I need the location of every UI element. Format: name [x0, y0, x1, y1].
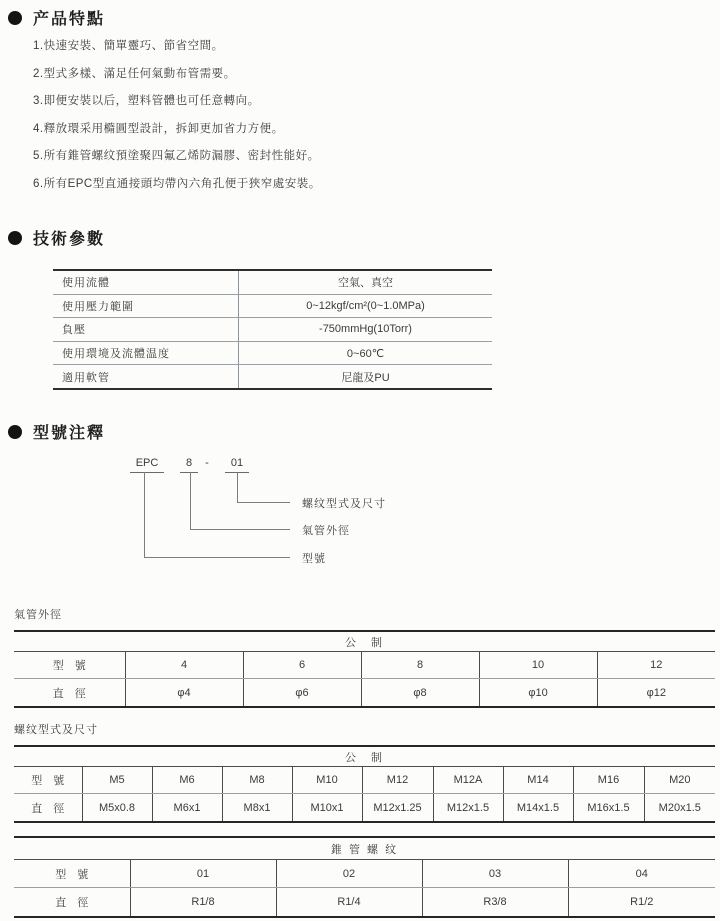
group-header-cell: 公 制: [14, 631, 715, 652]
diameter-cell: M12x1.25: [362, 794, 433, 823]
callout-model-label: 型號: [302, 553, 326, 565]
model-notation-section-title: 型號注釋: [33, 425, 106, 442]
model-cell: M6: [152, 767, 222, 794]
model-cell: 03: [422, 860, 568, 888]
diameter-cell: R1/2: [568, 888, 715, 918]
feature-item: 5.所有錐管螺纹預塗聚四氟乙烯防漏膠、密封性能好。: [33, 150, 320, 162]
model-cell: M20: [644, 767, 715, 794]
diameter-cell: M6x1: [152, 794, 222, 823]
table-row: [14, 837, 715, 860]
model-cell: 04: [568, 860, 715, 888]
feature-item: 3.即便安裝以后，塑料管體也可任意轉向。: [33, 95, 260, 107]
model-cell: 02: [276, 860, 422, 888]
table-row: [14, 652, 715, 679]
diameter-cell: M12x1.5: [433, 794, 503, 823]
diameter-cell: R3/8: [422, 888, 568, 918]
diameter-cell: φ4: [125, 679, 243, 708]
table-row: [14, 679, 715, 708]
diameter-cell: M10x1: [292, 794, 362, 823]
diameter-cell: φ8: [361, 679, 479, 708]
feature-item: 6.所有EPC型直通接頭均帶內六角孔便于狹窄處安裝。: [33, 177, 321, 190]
model-cell: 6: [243, 652, 361, 679]
taper-thread-table: [14, 836, 715, 918]
model-code-family: EPC: [130, 456, 164, 473]
model-cell: M12A: [433, 767, 503, 794]
table-row: [53, 341, 492, 365]
row-label-cell: 直 徑: [52, 687, 86, 700]
diameter-cell: M14x1.5: [503, 794, 573, 823]
model-cell: M12: [362, 767, 433, 794]
param-value: 0~60℃: [239, 341, 493, 365]
table-row: [14, 631, 715, 652]
callout-line: [237, 472, 238, 502]
param-value: -750mmHg(10Torr): [239, 318, 493, 342]
group-header-cell: 錐 管 螺 纹: [14, 837, 715, 860]
model-cell: M16: [573, 767, 644, 794]
diameter-cell: M8x1: [222, 794, 292, 823]
callout-line: [144, 472, 145, 557]
row-label-cell: 直 徑: [55, 897, 89, 909]
features-section-header: [8, 6, 105, 29]
table-row: [53, 365, 492, 389]
section-bullet-icon: [8, 11, 22, 25]
model-cell: M14: [503, 767, 573, 794]
diameter-cell: R1/8: [130, 888, 276, 918]
callout-line: [237, 502, 290, 503]
row-label-cell: 型 號: [14, 860, 130, 888]
param-label: 適用軟管: [62, 371, 110, 384]
feature-item: 1.快速安裝、簡單靈巧、節省空間。: [33, 40, 224, 52]
row-label-cell: 直 徑: [31, 802, 65, 815]
param-label: 負壓: [53, 318, 239, 342]
row-label-cell: 型 號: [14, 767, 82, 794]
table-row: [14, 746, 715, 767]
thread-table: [14, 745, 715, 823]
callout-line: [144, 557, 290, 558]
features-section-title: 产品特點: [33, 11, 106, 28]
diameter-cell: M20x1.5: [644, 794, 715, 823]
callout-line: [190, 472, 191, 529]
thread-table-label: 螺纹型式及尺寸: [14, 724, 98, 736]
param-label: 使用流體: [53, 270, 239, 294]
param-label: 使用環境及流體温度: [53, 341, 239, 365]
model-cell: 01: [130, 860, 276, 888]
tech-params-section-header: [8, 226, 105, 249]
model-code-thread: 01: [225, 456, 249, 473]
param-value: 0~12kgf/cm²(0~1.0MPa): [239, 294, 493, 318]
tube-od-table: [14, 630, 715, 708]
diameter-cell: φ10: [479, 679, 597, 708]
table-row: [14, 767, 715, 794]
diameter-cell: φ6: [243, 679, 361, 708]
model-cell: 10: [479, 652, 597, 679]
table-row: [14, 888, 715, 918]
diameter-cell: M5x0.8: [82, 794, 152, 823]
table-row: [53, 270, 492, 294]
model-cell: M10: [292, 767, 362, 794]
param-value: 尼龍及PU: [239, 365, 493, 389]
table-row: [53, 294, 492, 318]
tech-params-section-title: 技術參數: [33, 231, 106, 248]
model-code-dash: -: [205, 457, 209, 469]
callout-tube-od-label: 氣管外徑: [302, 525, 350, 537]
model-cell: 12: [597, 652, 715, 679]
diameter-cell: φ12: [597, 679, 715, 708]
section-bullet-icon: [8, 231, 22, 245]
model-cell: 8: [361, 652, 479, 679]
model-code-size: 8: [180, 456, 198, 473]
table-row: [14, 794, 715, 823]
param-label: 使用壓力範圍: [53, 294, 239, 318]
callout-line: [190, 529, 290, 530]
diameter-cell: M16x1.5: [573, 794, 644, 823]
table-row: [14, 860, 715, 888]
feature-item: 4.釋放環采用橢圓型設計，拆卸更加省力方便。: [33, 122, 284, 135]
model-cell: 4: [125, 652, 243, 679]
table-row: [53, 318, 492, 342]
features-list: [33, 37, 321, 202]
callout-thread-label: 螺纹型式及尺寸: [302, 498, 386, 510]
row-label-cell: 型 號: [14, 652, 125, 679]
diameter-cell: R1/4: [276, 888, 422, 918]
feature-item: 2.型式多樣、滿足任何氣動布管需要。: [33, 67, 236, 80]
tech-params-table: [53, 269, 492, 390]
param-value: 空氣、真空: [239, 270, 493, 294]
model-cell: M8: [222, 767, 292, 794]
tube-od-table-label: 氣管外徑: [14, 609, 62, 621]
section-bullet-icon: [8, 425, 22, 439]
model-notation-section-header: [8, 420, 105, 443]
model-cell: M5: [82, 767, 152, 794]
group-header-cell: 公 制: [14, 746, 715, 767]
